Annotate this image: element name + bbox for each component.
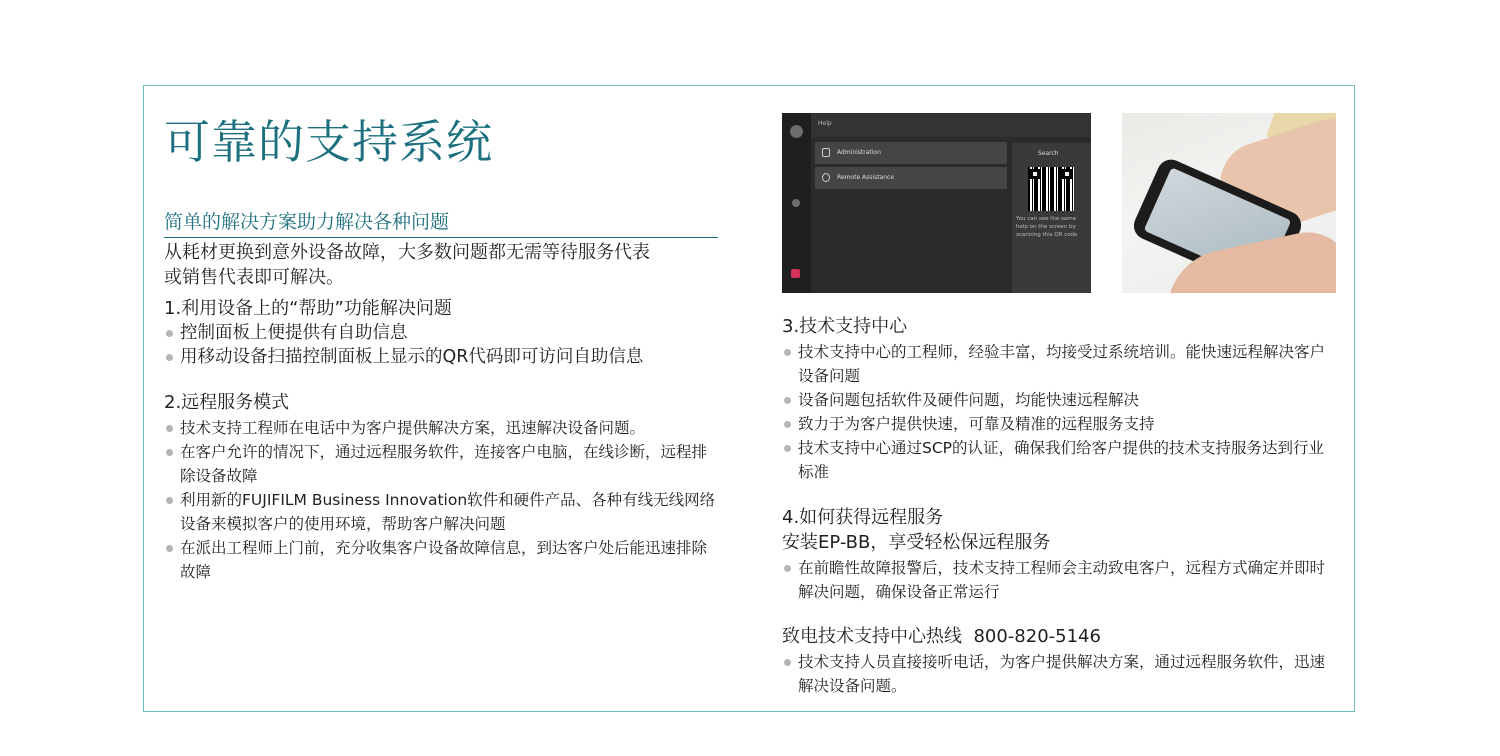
home-icon (790, 125, 803, 138)
section-help-function (164, 296, 734, 369)
list-item: 用移动设备扫描控制面板上显示的QR代码即可访问自助信息 (164, 345, 734, 369)
section-support-center (782, 314, 1334, 484)
section-hotline (782, 624, 1334, 698)
list-item: 技术支持人员直接接听电话，为客户提供解决方案，通过远程服务软件，迅速解决设备问题。 (782, 650, 1334, 698)
qr-panel-title: Search (1038, 150, 1059, 157)
section-heading: 1.利用设备上的“帮助”功能解决问题 (164, 298, 452, 319)
qr-panel (1012, 143, 1091, 293)
intro-line: 从耗材更换到意外设备故障，大多数问题都无需等待服务代表 (164, 242, 650, 263)
section-heading: 4.如何获得远程服务 (782, 507, 944, 528)
phone-photo (1122, 113, 1336, 293)
list-item: 在客户允许的情况下，通过远程服务软件，连接客户电脑，在线诊断，远程排除设备故障 (164, 440, 722, 488)
menu-item: Administration (815, 142, 1007, 164)
list-item: 利用新的FUJIFILM Business Innovation软件和硬件产品、各种有线无线网络设备来模拟客户的使用环境，帮助客户解决问题 (164, 488, 722, 536)
page-title: 可靠的支持系统 (164, 115, 493, 169)
list-item: 技术支持工程师在电话中为客户提供解决方案，迅速解决设备问题。 (164, 416, 722, 440)
intro-line: 或销售代表即可解决。 (164, 267, 344, 288)
section-remote-service (164, 390, 722, 584)
section-heading: 3.技术支持中心 (782, 316, 908, 337)
intro-paragraph (164, 240, 724, 290)
list-item: 致力于为客户提供快速，可靠及精准的远程服务支持 (782, 412, 1334, 436)
qr-note: You can see the same help on the screen by scanning this QR code (1016, 216, 1078, 238)
help-icon (792, 199, 800, 207)
section-subheading: 安装EP-BB，享受轻松保远程服务 (782, 532, 1051, 553)
list-item: 设备问题包括软件及硬件问题，均能快速远程解决 (782, 388, 1334, 412)
section-subtitle: 简单的解决方案助力解决各种问题 (164, 208, 718, 238)
screen-header (811, 113, 1091, 137)
list-item: 技术支持中心的工程师，经验丰富，均接受过系统培训。能快速远程解决客户设备问题 (782, 340, 1334, 388)
control-panel-screenshot (782, 113, 1091, 293)
hotline-heading: 致电技术支持中心热线 800-820-5146 (782, 626, 1101, 647)
stop-icon (791, 269, 800, 278)
document-icon (822, 173, 830, 182)
qr-code-icon (1028, 167, 1074, 211)
section-heading: 2.远程服务模式 (164, 392, 290, 413)
document-icon (822, 148, 830, 157)
list-item: 控制面板上便提供有自助信息 (164, 321, 734, 345)
screen-title: Help (818, 120, 832, 127)
menu-item: Remote Assistance (815, 167, 1007, 189)
list-item: 技术支持中心通过SCP的认证，确保我们给客户提供的技术支持服务达到行业标准 (782, 436, 1334, 484)
list-item: 在派出工程师上门前，充分收集客户设备故障信息，到达客户处后能迅速排除故障 (164, 536, 722, 584)
section-get-remote-service (782, 505, 1334, 604)
side-rail (782, 113, 811, 293)
list-item: 在前瞻性故障报警后，技术支持工程师会主动致电客户，远程方式确定并即时解决问题，确保设备正常运行 (782, 556, 1334, 604)
